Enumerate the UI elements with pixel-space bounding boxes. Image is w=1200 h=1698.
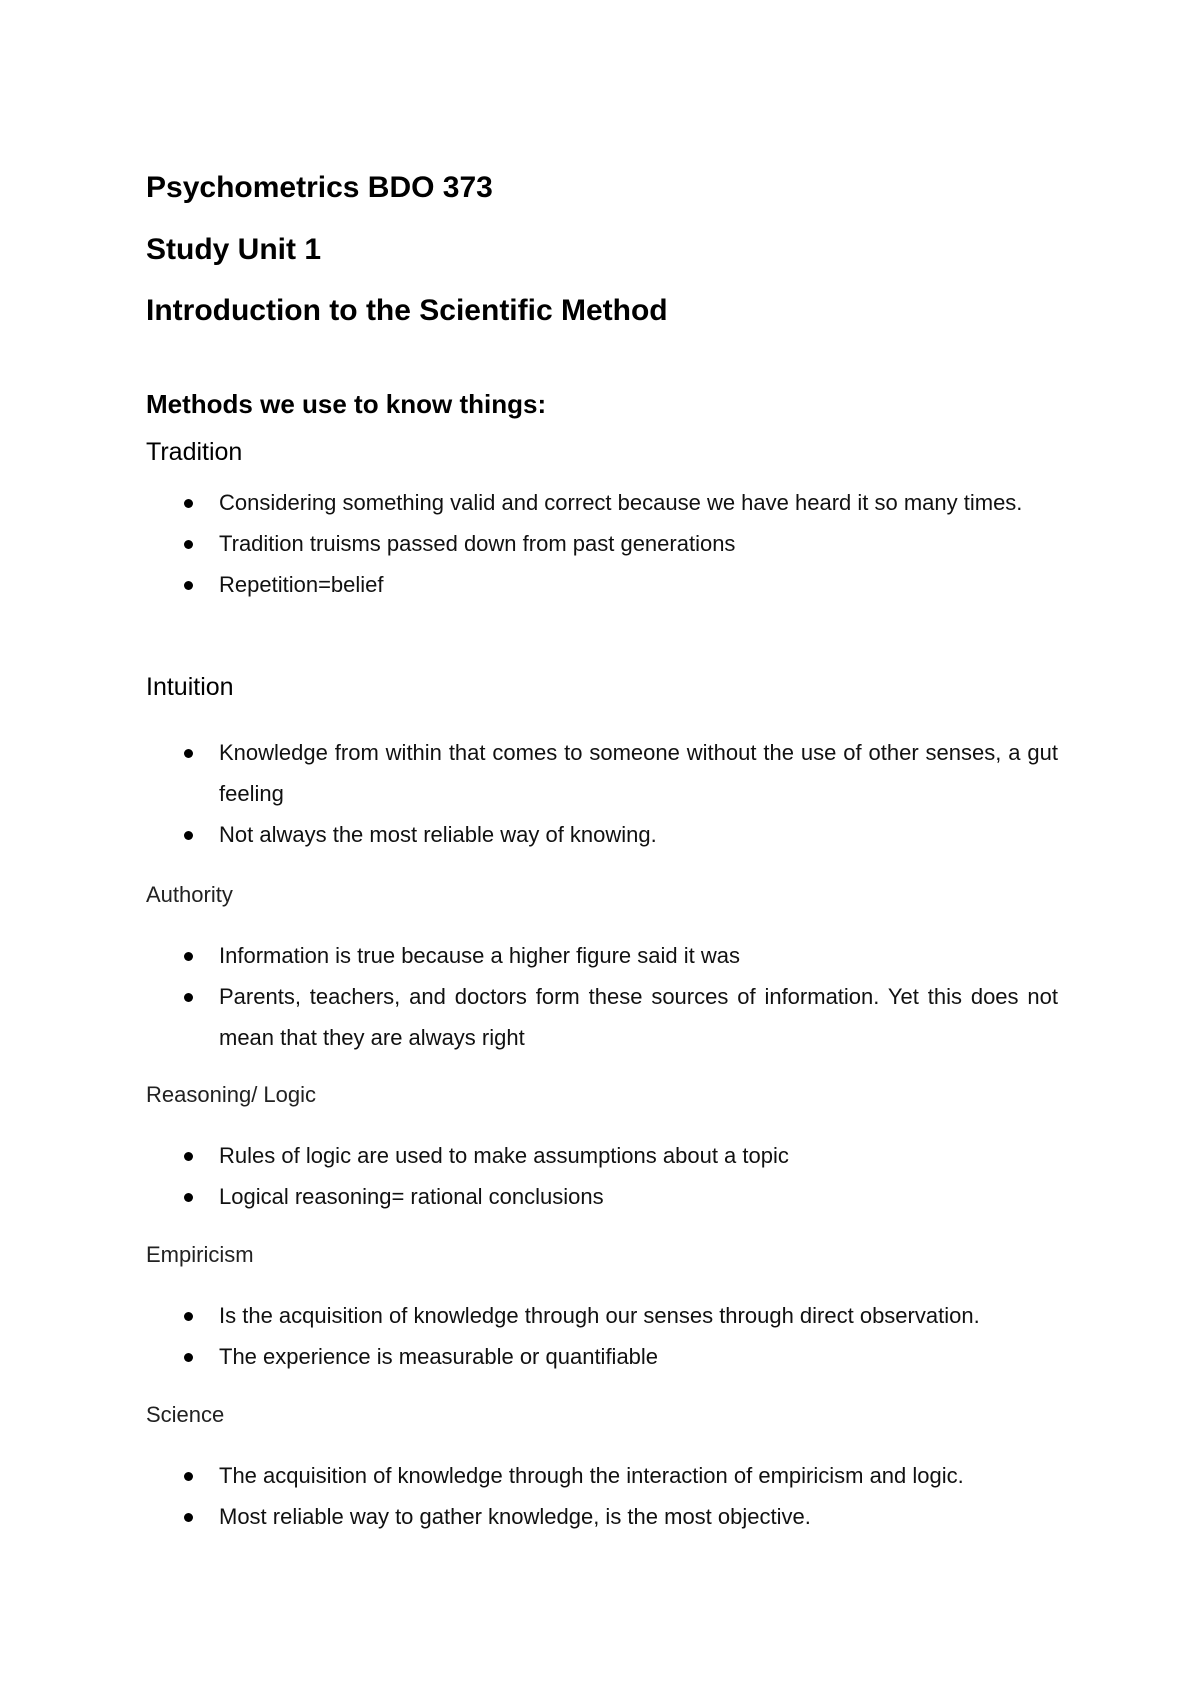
bullet-icon xyxy=(184,1353,193,1362)
section-title-tradition: Tradition xyxy=(146,438,243,466)
list-item: Repetition=belief xyxy=(146,564,1058,605)
bullet-icon xyxy=(184,499,193,508)
section-title-reasoning-logic: Reasoning/ Logic xyxy=(146,1082,317,1107)
section-title-authority: Authority xyxy=(146,882,233,907)
bullet-icon xyxy=(184,1312,193,1321)
course-title: Psychometrics BDO 373 xyxy=(146,171,493,204)
bullet-icon xyxy=(184,952,193,961)
section-title-science: Science xyxy=(146,1402,225,1427)
list-item: Information is true because a higher figure said it was xyxy=(146,935,1058,976)
bullet-list-science xyxy=(146,1455,1058,1537)
bullet-icon xyxy=(184,581,193,590)
list-item: The acquisition of knowledge through the interaction of empiricism and logic. xyxy=(146,1455,1058,1496)
list-item: Rules of logic are used to make assumptions about a topic xyxy=(146,1135,1058,1176)
bullet-icon xyxy=(184,1152,193,1161)
bullet-icon xyxy=(184,749,193,758)
list-item: Most reliable way to gather knowledge, is the most objective. xyxy=(146,1496,1058,1537)
study-unit-title: Study Unit 1 xyxy=(146,233,322,266)
bullet-icon xyxy=(184,540,193,549)
bullet-icon xyxy=(184,993,193,1002)
bullet-list-empiricism xyxy=(146,1295,1058,1377)
list-item: Knowledge from within that comes to someone without the use of other senses, a gut feeling xyxy=(146,732,1058,814)
bullet-icon xyxy=(184,1193,193,1202)
methods-heading: Methods we use to know things: xyxy=(146,389,547,419)
list-item: Tradition truisms passed down from past generations xyxy=(146,523,1058,564)
list-item: Not always the most reliable way of knowing. xyxy=(146,814,1058,855)
section-title-empiricism: Empiricism xyxy=(146,1242,254,1267)
list-item: Logical reasoning= rational conclusions xyxy=(146,1176,1058,1217)
list-item: Is the acquisition of knowledge through our senses through direct observation. xyxy=(146,1295,1058,1336)
bullet-icon xyxy=(184,1472,193,1481)
list-item: Considering something valid and correct because we have heard it so many times. xyxy=(146,482,1058,523)
list-item: The experience is measurable or quantifiable xyxy=(146,1336,1058,1377)
bullet-list-authority xyxy=(146,935,1058,1058)
section-title-intuition: Intuition xyxy=(146,673,234,701)
unit-topic-title: Introduction to the Scientific Method xyxy=(146,294,668,327)
bullet-icon xyxy=(184,831,193,840)
bullet-list-reasoning-logic xyxy=(146,1135,1058,1217)
bullet-list-intuition xyxy=(146,732,1058,855)
list-item: Parents, teachers, and doctors form these sources of information. Yet this does not mean that they are always right xyxy=(146,976,1058,1058)
bullet-icon xyxy=(184,1513,193,1522)
bullet-list-tradition xyxy=(146,482,1058,605)
